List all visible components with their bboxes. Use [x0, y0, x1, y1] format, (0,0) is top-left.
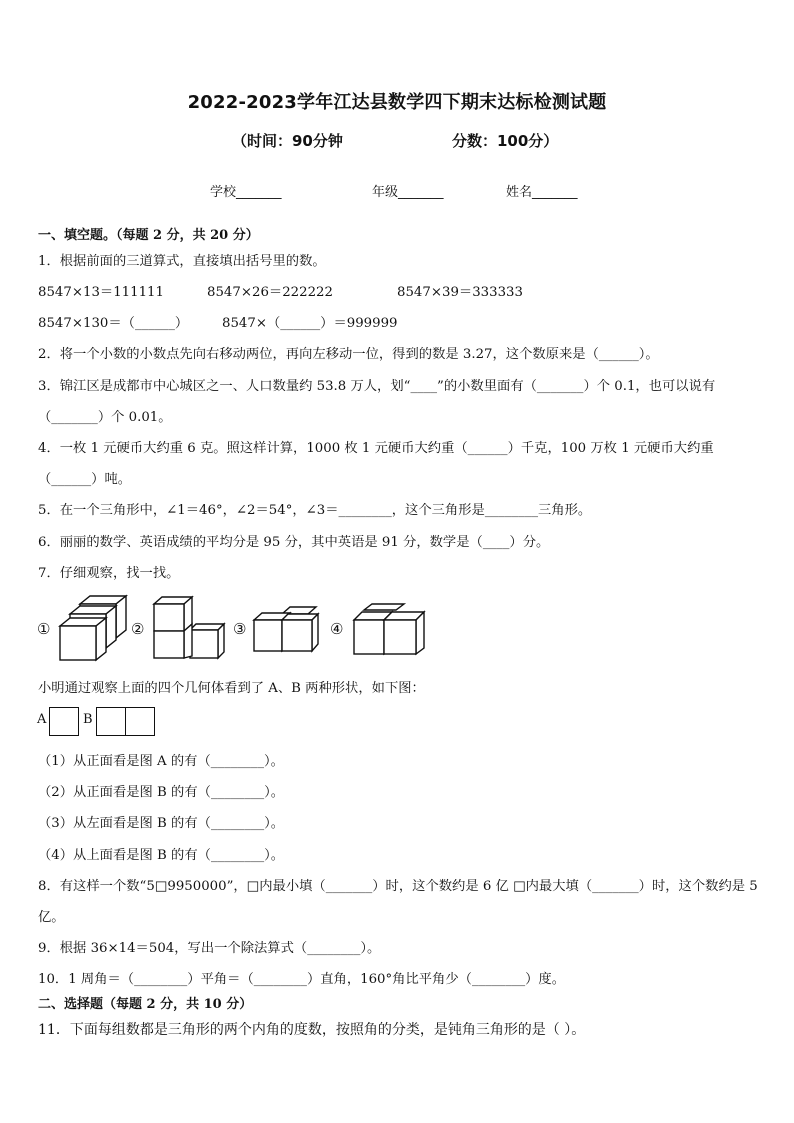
- cube-figure-1: [58, 594, 130, 664]
- q1-equation-4: 8547×130＝（______）: [38, 316, 189, 331]
- question-1: 1．根据前面的三道算式，直接填出括号里的数。: [38, 254, 326, 269]
- cube-figure-4: [352, 602, 426, 658]
- question-7: 7．仔细观察，找一找。: [38, 566, 180, 581]
- figure-label-4: ④: [330, 620, 344, 638]
- figure-label-3: ③: [233, 620, 247, 638]
- question-5: 5．在一个三角形中，∠1＝46°，∠2＝54°，∠3＝________，这个三角形是________三角形。: [38, 503, 592, 518]
- q1-equation-5: 8547×（______）＝999999: [222, 316, 398, 331]
- school-field: 学校_______: [210, 185, 282, 200]
- section-2-heading: 二、选择题（每题 2 分，共 10 分）: [38, 997, 253, 1012]
- grade-field: 年级_______: [372, 185, 444, 200]
- question-4-line-1: 4．一枚 1 元硬币大约重 6 克。照这样计算，1000 枚 1 元硬币大约重（______）千克，100 万枚 1 元硬币大约重: [38, 441, 714, 456]
- figure-label-2: ②: [131, 620, 145, 638]
- question-9: 9．根据 36×14＝504，写出一个除法算式（________）。: [38, 941, 381, 956]
- time-label: （时间：90分钟: [232, 132, 343, 150]
- question-3-line-1: 3．锦江区是成都市中心城区之一、人口数量约 53.8 万人，划“____”的小数里面有（_______）个 0.1，也可以说有: [38, 379, 716, 394]
- question-7-description: 小明通过观察上面的四个几何体看到了 A、B 两种形状，如下图：: [38, 681, 425, 696]
- page-title: 2022-2023学年江达县数学四下期末达标检测试题: [187, 92, 607, 113]
- question-11: 11．下面每组数都是三角形的两个内角的度数，按照角的分类，是钝角三角形的是（ ）。: [38, 1022, 586, 1038]
- q1-equation-2: 8547×26＝222222: [207, 285, 333, 300]
- question-8-line-1: 8．有这样一个数“5□9950000”，□内最小填（_______）时，这个数约是 6 亿 □内最大填（_______）时，这个数约是 5: [38, 879, 758, 894]
- figure-label-1: ①: [37, 620, 51, 638]
- cube-figure-3: [252, 604, 322, 654]
- q1-equation-1: 8547×13＝111111: [38, 285, 164, 300]
- question-7-part-1: （1）从正面看是图 A 的有（________）。: [38, 754, 284, 769]
- question-6: 6．丽丽的数学、英语成绩的平均分是 95 分，其中英语是 91 分，数学是（____）分。: [38, 535, 550, 550]
- question-7-part-2: （2）从正面看是图 B 的有（________）。: [38, 785, 285, 800]
- question-3-line-2: （_______）个 0.01。: [38, 410, 172, 425]
- cube-figure-2: [152, 594, 226, 662]
- question-7-part-4: （4）从上面看是图 B 的有（________）。: [38, 848, 285, 863]
- shape-a-label: A: [37, 712, 47, 727]
- name-field: 姓名_______: [506, 185, 578, 200]
- shape-b-label: B: [83, 712, 93, 727]
- question-8-line-2: 亿。: [38, 910, 65, 925]
- section-1-heading: 一、填空题。（每题 2 分，共 20 分）: [38, 228, 259, 243]
- question-2: 2．将一个小数的小数点先向右移动两位，再向左移动一位，得到的数是 3.27，这个数原来是（______）。: [38, 347, 659, 362]
- shape-b-right-square: [125, 707, 155, 736]
- shape-b-left-square: [96, 707, 126, 736]
- question-4-line-2: （______）吨。: [38, 472, 132, 487]
- shape-a-square: [49, 707, 79, 736]
- question-10: 10．1 周角＝（________）平角＝（________）直角，160°角比平角少（________）度。: [38, 972, 566, 987]
- score-label: 分数：100分）: [452, 132, 559, 150]
- q1-equation-3: 8547×39＝333333: [397, 285, 523, 300]
- question-7-part-3: （3）从左面看是图 B 的有（________）。: [38, 816, 285, 831]
